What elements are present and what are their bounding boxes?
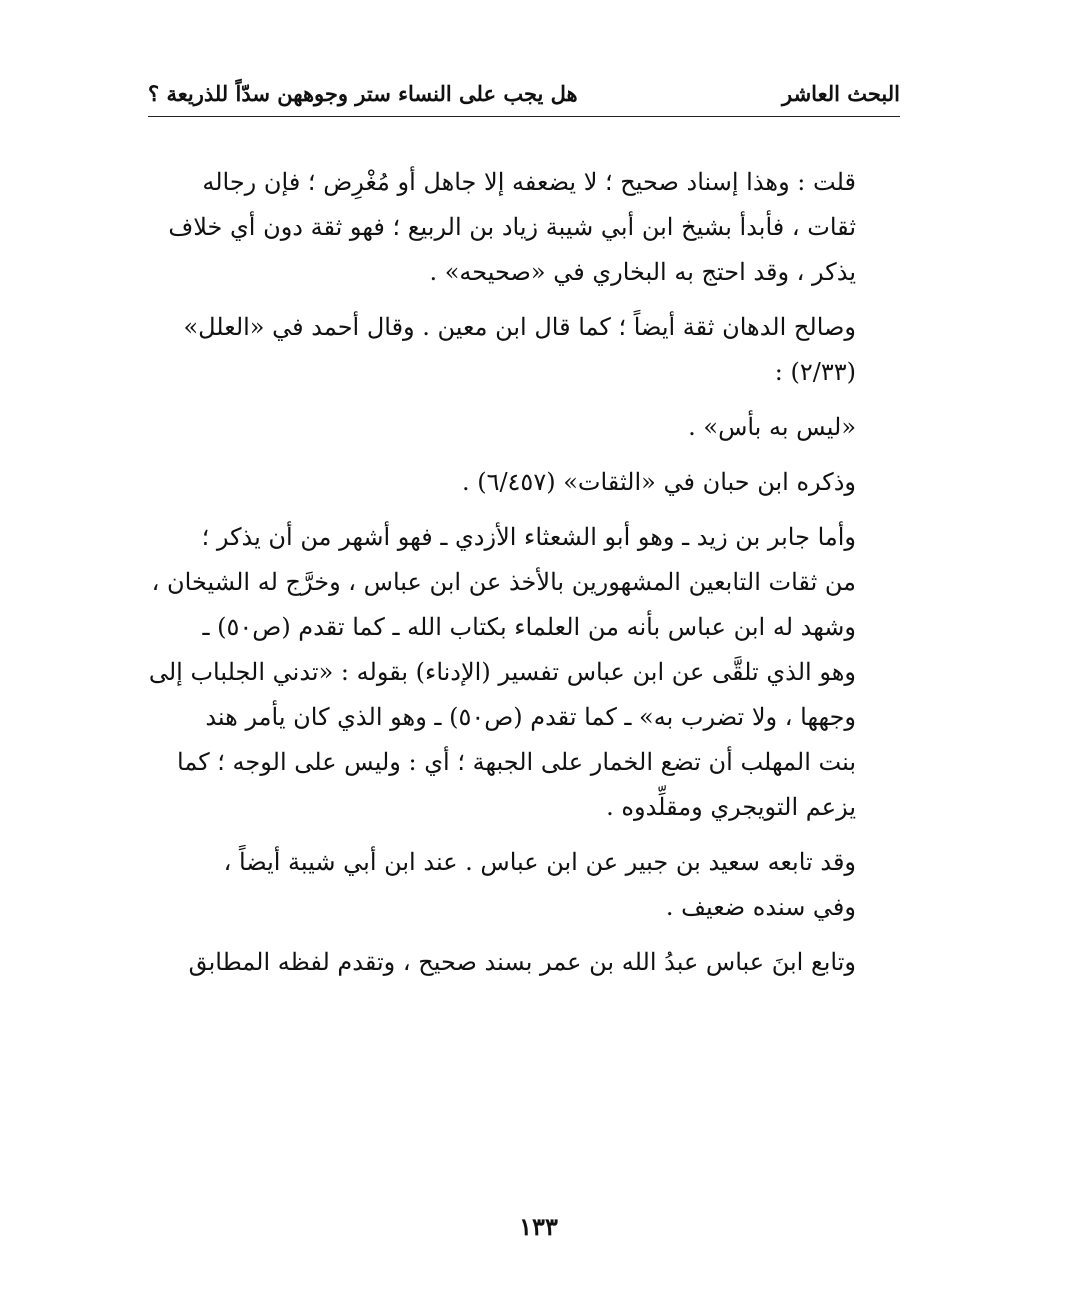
topic-title: هل يجب على النساء ستر وجوههن سدّاً للذريعة ؟ — [148, 81, 578, 106]
paragraph — [140, 515, 900, 830]
text-line: وجهها ، ولا تضرب به» ـ كما تقدم (ص٥٠) ـ وهو الذي كان يأمر هند — [205, 703, 856, 731]
text-line: وفي سنده ضعيف . — [665, 893, 856, 921]
running-header — [148, 72, 900, 112]
text-line: يزعم التويجري ومقلِّدوه . — [606, 793, 856, 821]
text-line: من ثقات التابعين المشهورين بالأخذ عن ابن عباس ، وخرَّج له الشيخان ، — [151, 568, 856, 596]
text-line: قلت : وهذا إسناد صحيح ؛ لا يضعفه إلا جاهل أو مُغْرِض ؛ فإن رجاله — [202, 168, 856, 196]
paragraph — [140, 160, 900, 295]
text-line: وصالح الدهان ثقة أيضاً ؛ كما قال ابن معين . وقال أحمد في «العلل» — [183, 313, 856, 341]
paragraph — [140, 840, 900, 930]
paragraph — [140, 405, 900, 450]
paragraph — [140, 940, 900, 985]
page-number: ١٣٣ — [519, 1212, 558, 1241]
text-line: يذكر ، وقد احتج به البخاري في «صحيحه» . — [429, 258, 856, 286]
body-text — [140, 160, 900, 995]
text-line: ثقات ، فأبدأ بشيخ ابن أبي شيبة زياد بن الربيع ؛ فهو ثقة دون أي خلاف — [168, 213, 856, 241]
header-rule — [148, 116, 900, 117]
paragraph — [140, 460, 900, 505]
chapter-title: البحث العاشر — [781, 81, 900, 106]
text-line: (٢/٣٣) : — [774, 358, 856, 386]
text-line: وهو الذي تلقَّى عن ابن عباس تفسير (الإدناء) بقوله : «تدني الجلباب إلى — [148, 658, 856, 686]
text-line: وذكره ابن حبان في «الثقات» (٦/٤٥٧) . — [461, 468, 856, 496]
text-line: وشهد له ابن عباس بأنه من العلماء بكتاب الله ـ كما تقدم (ص٥٠) ـ — [202, 613, 856, 641]
text-line: وقد تابعه سعيد بن جبير عن ابن عباس . عند ابن أبي شيبة أيضاً ، — [223, 848, 856, 876]
text-line: بنت المهلب أن تضع الخمار على الجبهة ؛ أي : وليس على الوجه ؛ كما — [177, 748, 856, 776]
paragraph — [140, 305, 900, 395]
text-line: «ليس به بأس» . — [688, 413, 856, 441]
text-line: وتابع ابنَ عباس عبدُ الله بن عمر بسند صحيح ، وتقدم لفظه المطابق — [188, 948, 856, 976]
text-line: وأما جابر بن زيد ـ وهو أبو الشعثاء الأزدي ـ فهو أشهر من أن يذكر ؛ — [201, 523, 856, 551]
